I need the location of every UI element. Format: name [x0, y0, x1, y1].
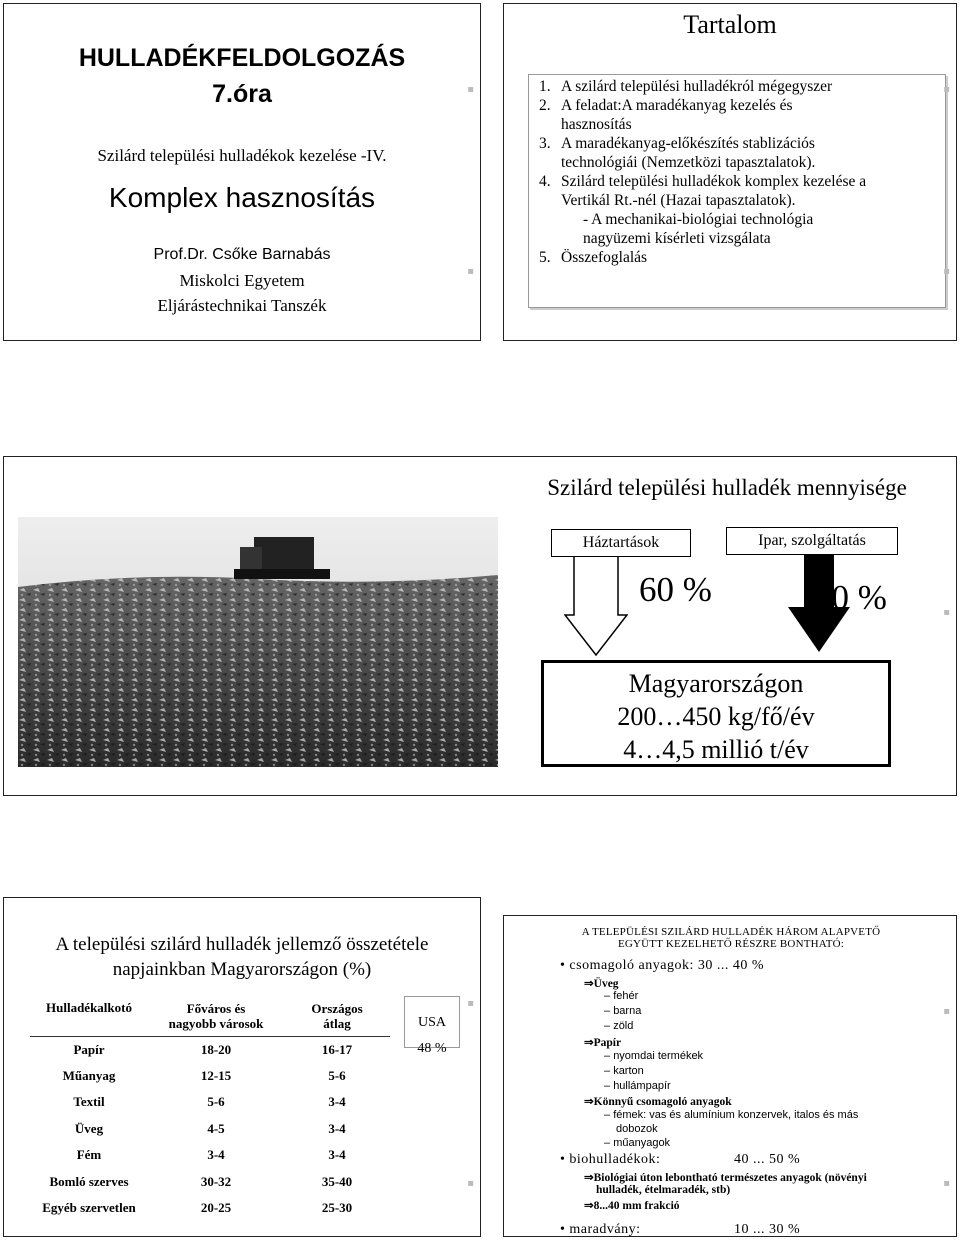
- list-item: ⇒Papír: [584, 1037, 622, 1049]
- summary-line: 4…4,5 millió t/év: [623, 735, 809, 764]
- list-item: hulladék, ételmaradék, stb): [596, 1184, 731, 1196]
- slide-title: A települési szilárd hulladék jellemző összetétele napjainkban Magyarországon (%): [55, 934, 429, 980]
- households-percent: 60 %: [639, 570, 712, 609]
- slide-title: Szilárd települési hulladék mennyisége: [547, 475, 907, 500]
- list-item: – fehér: [604, 990, 639, 1002]
- list-item: – zöld: [604, 1020, 634, 1032]
- slide-waste-quantity: Szilárd települési hulladék mennyisége Háztartások Ipar, szolgáltatás 60 % 40 % Magyarországon 200…450 kg/fő/év 4…4,5 millió t/év ▪: [3, 456, 957, 796]
- list-item: 1. A szilárd települési hulladékról mégegyszer: [539, 78, 833, 95]
- list-item: • csomagoló anyagok: 30 ... 40 %: [560, 958, 765, 973]
- list-item: ⇒8...40 mm frakció: [584, 1200, 680, 1212]
- university: Miskolci Egyetem: [179, 271, 305, 290]
- list-value: 40 ... 50 %: [734, 1152, 801, 1167]
- table-row: Bomló szerves 30-32 35-40: [49, 1173, 353, 1189]
- landfill-photo: [18, 517, 498, 767]
- list-item: dobozok: [616, 1123, 658, 1135]
- list-item: – nyomdai termékek: [604, 1050, 704, 1062]
- list-item: technológiái (Nemzetközi tapasztalatok).: [561, 154, 816, 171]
- usa-value: 48 %: [417, 1041, 447, 1056]
- table-row: Textil 5-6 3-4: [73, 1094, 346, 1110]
- arrow-down-outline-icon: [564, 557, 628, 657]
- list-item: – karton: [604, 1065, 644, 1077]
- list-item: ⇒Üveg: [584, 978, 619, 990]
- industry-percent: 40 %: [814, 578, 887, 617]
- list-item: – hullámpapír: [604, 1080, 671, 1092]
- list-item: hasznosítás: [561, 116, 632, 133]
- list-item: • biohulladékok:: [560, 1152, 661, 1167]
- list-item: – barna: [604, 1005, 642, 1017]
- table-header: Hulladékalkotó Főváros és nagyobb városok Országos átlag: [30, 996, 390, 1036]
- list-item: – műanyagok: [604, 1137, 671, 1149]
- list-item: 2. A feladat:A maradékanyag kezelés és: [539, 97, 793, 114]
- list-item: – fémek: vas és alumínium konzervek, italos és más: [604, 1109, 859, 1121]
- list-item: Vertikál Rt.-nél (Hazai tapasztalatok).: [561, 192, 796, 209]
- list-subitem: nagyüzemi kísérleti vizsgálata: [583, 230, 771, 247]
- lecture-number: 7.óra: [212, 80, 272, 108]
- contents-list: [528, 74, 946, 308]
- table-row: Üveg 4-5 3-4: [74, 1120, 346, 1136]
- table-row: Műanyag 12-15 5-6: [62, 1067, 346, 1083]
- slide-three-fractions: A TELEPÜLÉSI SZILÁRD HULLADÉK HÁROM ALAPVETŐ EGYÜTT KEZELHETŐ RÉSZRE BONTHATÓ: • csomagoló anyagok: 30 ... 40 % ⇒Üveg – fehér – barna – zöld ⇒Papír – nyomdai termékek – karton – hullámpapír ⇒Könnyű csomagoló anyagok – fémek: vas és alumínium konzervek, italos és más dobozok – műanyagok • biohulladékok: 40 ... 50 % ⇒Biológiai úton lebontható természetes anyagok (növényi hulladék, ételmaradék, stb) ⇒8...40 mm frakció • maradvány: 10 ... 30 % ▪ ▪: [503, 915, 957, 1237]
- heading: Komplex hasznosítás: [108, 182, 376, 213]
- list-item: 3. A maradékanyag-előkészítés stablizációs: [539, 135, 815, 152]
- list-subitem: - A mechanikai-biológiai technológia: [583, 211, 814, 228]
- table-row: Papír 18-20 16-17: [73, 1041, 353, 1057]
- slide-title: HULLADÉKFELDOLGOZÁS 7.óra Szilárd települési hulladékok kezelése -IV. Komplex hasznosítás Prof.Dr. Csőke Barnabás Miskolci Egyetem Eljárástechnikai Tanszék ▪ ▪: [3, 3, 481, 341]
- table-row: Egyéb szervetlen 20-25 25-30: [42, 1200, 353, 1216]
- summary-line: Magyarországon: [628, 669, 804, 698]
- hungary-summary-box: [541, 660, 891, 767]
- composition-table: [30, 996, 390, 1222]
- slide-contents: Tartalom 1. A szilárd települési hulladékról mégegyszer 2. A feladat:A maradékanyag kezelés és hasznosítás 3. A maradékanyag-előkészítés stablizációs technológiái (Nemzetközi tapasztalatok). 4. Szilárd települési hulladékok komplex kezelése a Vertikál Rt.-nél (Hazai tapasztalatok). - A mechanikai-biológiai technológia nagyüzemi kísérleti vizsgálata 5. Összefoglalás ▪ ▪: [503, 3, 957, 341]
- table-row: Fém 3-4 3-4: [76, 1147, 346, 1163]
- list-item: • maradvány:: [560, 1222, 641, 1237]
- course-title: HULLADÉKFELDOLGOZÁS: [78, 44, 406, 72]
- summary-line: 200…450 kg/fő/év: [617, 702, 815, 731]
- department: Eljárástechnikai Tanszék: [157, 296, 327, 315]
- contents-title: Tartalom: [683, 10, 777, 39]
- list-item: ⇒Könnyű csomagoló anyagok: [584, 1096, 732, 1108]
- households-box: Háztartások: [551, 529, 691, 557]
- subtitle: Szilárd települési hulladékok kezelése -IV.: [97, 146, 387, 165]
- slide-composition-table: A települési szilárd hulladék jellemző összetétele napjainkban Magyarországon (%) Hulladékalkotó Főváros és nagyobb városok Országos átlag Papír 18-20 16-17 Műanyag 12-15 5-6 Textil 5-6 3-4 Üveg 4-5 3-4 Fém 3-4 3-4 Bomló szerves 30-32 35-40 Egyéb szervetlen 20-25 25-30 USA 48 % ▪ ▪: [3, 897, 481, 1237]
- slide-title: A TELEPÜLÉSI SZILÁRD HULLADÉK HÁROM ALAPVETŐ EGYÜTT KEZELHETŐ RÉSZRE BONTHATÓ:: [581, 926, 881, 950]
- list-value: 10 ... 30 %: [734, 1222, 801, 1237]
- list-item: ⇒Biológiai úton lebontható természetes anyagok (növényi: [584, 1172, 867, 1184]
- list-item: 5. Összefoglalás: [539, 249, 648, 266]
- author: Prof.Dr. Csőke Barnabás: [153, 246, 331, 263]
- industry-box: Ipar, szolgáltatás: [726, 527, 898, 555]
- list-item: 4. Szilárd települési hulladékok komplex kezelése a: [539, 173, 867, 190]
- usa-box: USA: [404, 996, 460, 1048]
